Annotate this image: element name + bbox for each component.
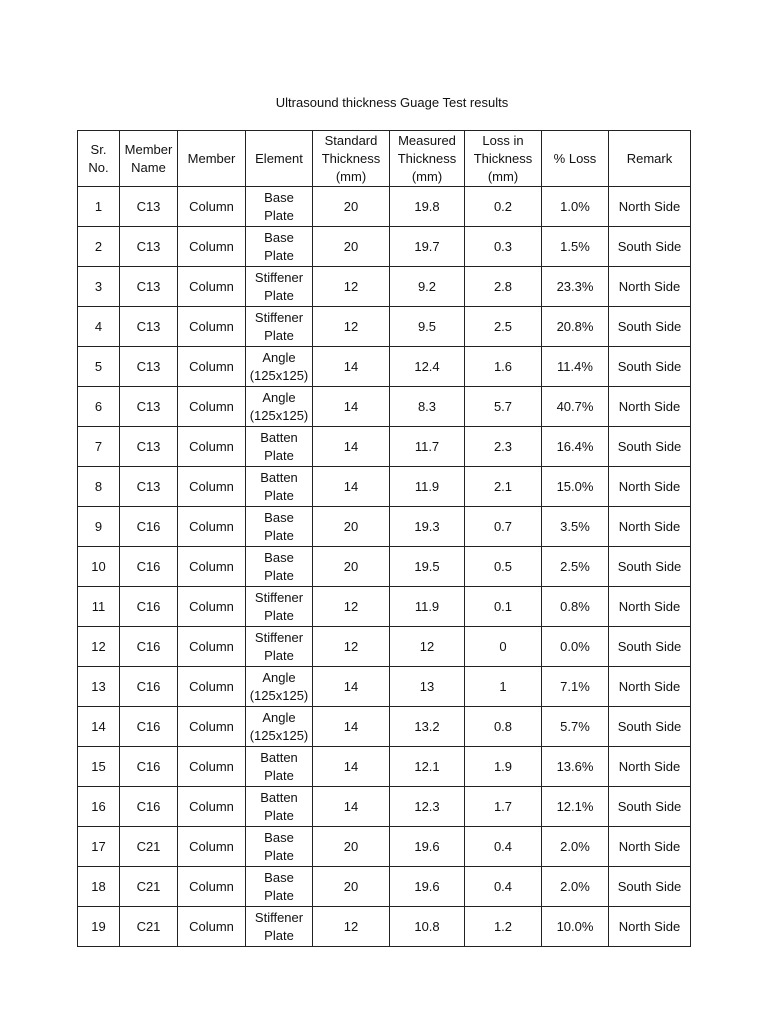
member-cell: Column	[178, 627, 246, 667]
percent-loss-cell: 40.7%	[542, 387, 609, 427]
element-cell-line: Base	[264, 549, 294, 565]
sr-no-cell: 9	[78, 507, 120, 547]
element-cell	[246, 907, 313, 947]
measured-thickness-cell: 19.6	[390, 867, 465, 907]
member-cell: Column	[178, 587, 246, 627]
header-loss-in-thickness-line: (mm)	[487, 168, 519, 184]
table-row	[78, 507, 691, 547]
percent-loss-cell: 1.0%	[542, 187, 609, 227]
header-percent-loss	[542, 131, 609, 187]
remark-cell: North Side	[609, 187, 691, 227]
header-member-name	[120, 131, 178, 187]
element-cell-line: Plate	[264, 607, 294, 623]
element-cell-line: Plate	[264, 247, 294, 263]
table-row	[78, 627, 691, 667]
percent-loss-cell: 7.1%	[542, 667, 609, 707]
element-cell	[246, 507, 313, 547]
element-cell-line: Plate	[264, 647, 294, 663]
header-remark-line: Remark	[626, 150, 673, 166]
table-row	[78, 707, 691, 747]
loss-thickness-cell: 0	[465, 627, 542, 667]
element-cell-line: Plate	[264, 327, 294, 343]
loss-thickness-cell: 2.3	[465, 427, 542, 467]
table-header	[78, 131, 691, 187]
loss-thickness-cell: 0.2	[465, 187, 542, 227]
loss-thickness-cell: 0.3	[465, 227, 542, 267]
element-cell	[246, 627, 313, 667]
remark-cell: North Side	[609, 587, 691, 627]
member-name-cell: C13	[120, 227, 178, 267]
loss-thickness-cell: 0.4	[465, 827, 542, 867]
element-cell-line: Plate	[264, 527, 294, 543]
percent-loss-cell: 2.0%	[542, 867, 609, 907]
remark-cell: North Side	[609, 507, 691, 547]
element-cell-line: Batten	[260, 749, 298, 765]
element-cell	[246, 387, 313, 427]
element-cell-line: Stiffener	[254, 269, 304, 285]
loss-thickness-cell: 0.1	[465, 587, 542, 627]
member-name-cell: C16	[120, 707, 178, 747]
remark-cell: North Side	[609, 467, 691, 507]
percent-loss-cell: 3.5%	[542, 507, 609, 547]
remark-cell: South Side	[609, 427, 691, 467]
header-measured-thickness-line: (mm)	[411, 168, 443, 184]
header-measured-thickness	[390, 131, 465, 187]
percent-loss-cell: 23.3%	[542, 267, 609, 307]
table-row	[78, 347, 691, 387]
header-standard-thickness-line: Thickness	[321, 150, 381, 166]
member-name-cell: C16	[120, 627, 178, 667]
measured-thickness-cell: 8.3	[390, 387, 465, 427]
element-cell-line: Plate	[264, 887, 294, 903]
standard-thickness-cell: 20	[313, 187, 390, 227]
standard-thickness-cell: 14	[313, 707, 390, 747]
element-cell-line: (125x125)	[249, 407, 309, 423]
element-cell	[246, 467, 313, 507]
table-row	[78, 867, 691, 907]
sr-no-cell: 16	[78, 787, 120, 827]
sr-no-cell: 4	[78, 307, 120, 347]
member-cell: Column	[178, 747, 246, 787]
loss-thickness-cell: 2.8	[465, 267, 542, 307]
measured-thickness-cell: 12.3	[390, 787, 465, 827]
element-cell-line: Angle	[262, 709, 296, 725]
table-row	[78, 227, 691, 267]
measured-thickness-cell: 10.8	[390, 907, 465, 947]
loss-thickness-cell: 5.7	[465, 387, 542, 427]
element-cell	[246, 667, 313, 707]
member-cell: Column	[178, 907, 246, 947]
sr-no-cell: 11	[78, 587, 120, 627]
member-cell: Column	[178, 347, 246, 387]
remark-cell: South Side	[609, 547, 691, 587]
standard-thickness-cell: 14	[313, 747, 390, 787]
member-name-cell: C16	[120, 747, 178, 787]
percent-loss-cell: 5.7%	[542, 707, 609, 747]
element-cell-line: Stiffener	[254, 909, 304, 925]
standard-thickness-cell: 14	[313, 347, 390, 387]
sr-no-cell: 8	[78, 467, 120, 507]
table-row	[78, 267, 691, 307]
table-row	[78, 827, 691, 867]
percent-loss-cell: 15.0%	[542, 467, 609, 507]
element-cell-line: Base	[264, 509, 294, 525]
measured-thickness-cell: 13.2	[390, 707, 465, 747]
remark-cell: South Side	[609, 627, 691, 667]
remark-cell: North Side	[609, 827, 691, 867]
standard-thickness-cell: 14	[313, 467, 390, 507]
member-name-cell: C13	[120, 307, 178, 347]
standard-thickness-cell: 12	[313, 627, 390, 667]
remark-cell: North Side	[609, 667, 691, 707]
table-row	[78, 587, 691, 627]
table-row	[78, 187, 691, 227]
sr-no-cell: 7	[78, 427, 120, 467]
header-standard-thickness	[313, 131, 390, 187]
member-cell: Column	[178, 187, 246, 227]
header-member-name-line: Member	[124, 141, 173, 157]
member-cell: Column	[178, 667, 246, 707]
loss-thickness-cell: 1	[465, 667, 542, 707]
member-cell: Column	[178, 867, 246, 907]
member-name-cell: C21	[120, 867, 178, 907]
measured-thickness-cell: 9.2	[390, 267, 465, 307]
header-sr-no-line: No.	[88, 159, 109, 175]
element-cell	[246, 547, 313, 587]
sr-no-cell: 2	[78, 227, 120, 267]
element-cell	[246, 867, 313, 907]
measured-thickness-cell: 19.8	[390, 187, 465, 227]
element-cell-line: Plate	[264, 567, 294, 583]
header-measured-thickness-line: Measured	[398, 132, 456, 148]
header-loss-in-thickness-line: Thickness	[473, 150, 533, 166]
table-row	[78, 467, 691, 507]
element-cell-line: Angle	[262, 389, 296, 405]
header-sr-no	[78, 131, 120, 187]
element-cell	[246, 747, 313, 787]
sr-no-cell: 18	[78, 867, 120, 907]
member-cell: Column	[178, 507, 246, 547]
element-cell	[246, 267, 313, 307]
element-cell	[246, 307, 313, 347]
loss-thickness-cell: 0.8	[465, 707, 542, 747]
remark-cell: North Side	[609, 747, 691, 787]
measured-thickness-cell: 12.4	[390, 347, 465, 387]
loss-thickness-cell: 0.7	[465, 507, 542, 547]
member-name-cell: C16	[120, 667, 178, 707]
percent-loss-cell: 0.0%	[542, 627, 609, 667]
measured-thickness-cell: 19.6	[390, 827, 465, 867]
element-cell-line: (125x125)	[249, 687, 309, 703]
header-row	[78, 131, 691, 187]
loss-thickness-cell: 1.6	[465, 347, 542, 387]
sr-no-cell: 3	[78, 267, 120, 307]
member-name-cell: C13	[120, 187, 178, 227]
standard-thickness-cell: 12	[313, 307, 390, 347]
standard-thickness-cell: 12	[313, 587, 390, 627]
element-cell-line: (125x125)	[249, 727, 309, 743]
standard-thickness-cell: 20	[313, 507, 390, 547]
member-name-cell: C13	[120, 467, 178, 507]
standard-thickness-cell: 14	[313, 387, 390, 427]
header-member	[178, 131, 246, 187]
header-sr-no-line: Sr.	[90, 141, 107, 157]
sr-no-cell: 12	[78, 627, 120, 667]
measured-thickness-cell: 19.5	[390, 547, 465, 587]
element-cell	[246, 427, 313, 467]
member-name-cell: C21	[120, 907, 178, 947]
loss-thickness-cell: 2.5	[465, 307, 542, 347]
element-cell-line: Base	[264, 869, 294, 885]
percent-loss-cell: 2.5%	[542, 547, 609, 587]
document-title: Ultrasound thickness Guage Test results	[275, 95, 509, 110]
standard-thickness-cell: 20	[313, 227, 390, 267]
remark-cell: North Side	[609, 907, 691, 947]
member-cell: Column	[178, 387, 246, 427]
element-cell-line: Plate	[264, 447, 294, 463]
member-name-cell: C13	[120, 267, 178, 307]
standard-thickness-cell: 20	[313, 547, 390, 587]
sr-no-cell: 19	[78, 907, 120, 947]
table-body	[78, 187, 691, 947]
header-remark	[609, 131, 691, 187]
loss-thickness-cell: 0.4	[465, 867, 542, 907]
member-cell: Column	[178, 267, 246, 307]
member-name-cell: C16	[120, 587, 178, 627]
member-cell: Column	[178, 827, 246, 867]
loss-thickness-cell: 1.7	[465, 787, 542, 827]
measured-thickness-cell: 9.5	[390, 307, 465, 347]
member-name-cell: C21	[120, 827, 178, 867]
header-percent-loss-line: % Loss	[553, 150, 597, 166]
remark-cell: South Side	[609, 347, 691, 387]
table-row	[78, 387, 691, 427]
standard-thickness-cell: 12	[313, 907, 390, 947]
sr-no-cell: 5	[78, 347, 120, 387]
member-cell: Column	[178, 467, 246, 507]
table-row	[78, 307, 691, 347]
member-name-cell: C13	[120, 427, 178, 467]
sr-no-cell: 13	[78, 667, 120, 707]
header-element-line: Element	[255, 150, 303, 166]
element-cell-line: Stiffener	[254, 309, 304, 325]
remark-cell: South Side	[609, 867, 691, 907]
measured-thickness-cell: 11.9	[390, 587, 465, 627]
element-cell	[246, 587, 313, 627]
remark-cell: South Side	[609, 307, 691, 347]
header-loss-in-thickness	[465, 131, 542, 187]
percent-loss-cell: 0.8%	[542, 587, 609, 627]
header-element	[246, 131, 313, 187]
element-cell-line: Plate	[264, 487, 294, 503]
element-cell	[246, 347, 313, 387]
sr-no-cell: 6	[78, 387, 120, 427]
header-measured-thickness-line: Thickness	[397, 150, 457, 166]
standard-thickness-cell: 14	[313, 667, 390, 707]
remark-cell: North Side	[609, 387, 691, 427]
member-cell: Column	[178, 707, 246, 747]
percent-loss-cell: 12.1%	[542, 787, 609, 827]
element-cell	[246, 707, 313, 747]
percent-loss-cell: 13.6%	[542, 747, 609, 787]
member-name-cell: C16	[120, 787, 178, 827]
element-cell	[246, 827, 313, 867]
percent-loss-cell: 20.8%	[542, 307, 609, 347]
element-cell-line: Plate	[264, 207, 294, 223]
member-name-cell: C13	[120, 347, 178, 387]
standard-thickness-cell: 14	[313, 427, 390, 467]
member-cell: Column	[178, 547, 246, 587]
member-cell: Column	[178, 307, 246, 347]
member-cell: Column	[178, 787, 246, 827]
element-cell-line: Batten	[260, 469, 298, 485]
results-table	[77, 130, 691, 947]
sr-no-cell: 1	[78, 187, 120, 227]
standard-thickness-cell: 14	[313, 787, 390, 827]
measured-thickness-cell: 19.7	[390, 227, 465, 267]
measured-thickness-cell: 12	[390, 627, 465, 667]
element-cell-line: Plate	[264, 287, 294, 303]
element-cell	[246, 227, 313, 267]
loss-thickness-cell: 0.5	[465, 547, 542, 587]
element-cell	[246, 787, 313, 827]
header-standard-thickness-line: (mm)	[335, 168, 367, 184]
loss-thickness-cell: 1.9	[465, 747, 542, 787]
element-cell-line: Angle	[262, 669, 296, 685]
remark-cell: South Side	[609, 707, 691, 747]
element-cell-line: Plate	[264, 767, 294, 783]
element-cell-line: Angle	[262, 349, 296, 365]
standard-thickness-cell: 20	[313, 827, 390, 867]
element-cell-line: Batten	[260, 429, 298, 445]
percent-loss-cell: 2.0%	[542, 827, 609, 867]
member-name-cell: C16	[120, 547, 178, 587]
member-name-cell: C16	[120, 507, 178, 547]
element-cell-line: Stiffener	[254, 589, 304, 605]
table-row	[78, 427, 691, 467]
standard-thickness-cell: 20	[313, 867, 390, 907]
header-loss-in-thickness-line: Loss in	[482, 132, 524, 148]
element-cell-line: Batten	[260, 789, 298, 805]
percent-loss-cell: 10.0%	[542, 907, 609, 947]
element-cell-line: Base	[264, 189, 294, 205]
measured-thickness-cell: 13	[390, 667, 465, 707]
loss-thickness-cell: 1.2	[465, 907, 542, 947]
remark-cell: South Side	[609, 227, 691, 267]
measured-thickness-cell: 19.3	[390, 507, 465, 547]
element-cell-line: Stiffener	[254, 629, 304, 645]
percent-loss-cell: 16.4%	[542, 427, 609, 467]
sr-no-cell: 15	[78, 747, 120, 787]
remark-cell: South Side	[609, 787, 691, 827]
element-cell-line: Plate	[264, 927, 294, 943]
sr-no-cell: 10	[78, 547, 120, 587]
element-cell-line: Plate	[264, 847, 294, 863]
measured-thickness-cell: 12.1	[390, 747, 465, 787]
element-cell-line: (125x125)	[249, 367, 309, 383]
header-member-line: Member	[187, 150, 236, 166]
table-row	[78, 667, 691, 707]
element-cell-line: Base	[264, 229, 294, 245]
element-cell	[246, 187, 313, 227]
member-cell: Column	[178, 227, 246, 267]
element-cell-line: Plate	[264, 807, 294, 823]
remark-cell: North Side	[609, 267, 691, 307]
percent-loss-cell: 1.5%	[542, 227, 609, 267]
header-standard-thickness-line: Standard	[324, 132, 378, 148]
sr-no-cell: 17	[78, 827, 120, 867]
measured-thickness-cell: 11.7	[390, 427, 465, 467]
sr-no-cell: 14	[78, 707, 120, 747]
header-member-name-line: Name	[131, 159, 166, 175]
member-name-cell: C13	[120, 387, 178, 427]
standard-thickness-cell: 12	[313, 267, 390, 307]
measured-thickness-cell: 11.9	[390, 467, 465, 507]
member-cell: Column	[178, 427, 246, 467]
table-row	[78, 787, 691, 827]
element-cell-line: Base	[264, 829, 294, 845]
loss-thickness-cell: 2.1	[465, 467, 542, 507]
table-row	[78, 747, 691, 787]
percent-loss-cell: 11.4%	[542, 347, 609, 387]
table-row	[78, 907, 691, 947]
table-row	[78, 547, 691, 587]
